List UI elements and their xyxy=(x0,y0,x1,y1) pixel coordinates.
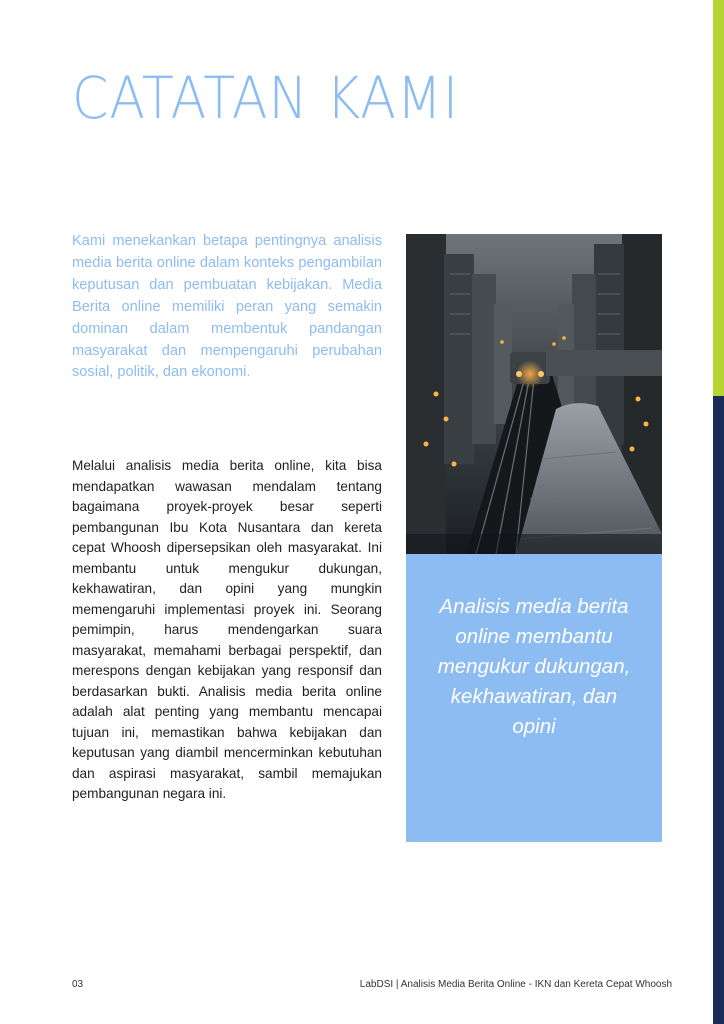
pull-quote-box xyxy=(406,554,662,842)
footer-running-title: LabDSI | Analisis Media Berita Online - IKN dan Kereta Cepat Whoosh xyxy=(359,979,672,990)
train-city-photo xyxy=(406,234,662,554)
pull-quote-text: Analisis media berita online membantu mengukur dukungan, kekhawatiran, dan opini xyxy=(437,595,631,738)
intro-paragraph: Kami menekankan betapa pentingnya analisis media berita online dalam konteks pengambilan keputusan dan pembuatan kebijakan. Media Berita online memiliki peran yang semakin dominan dalam membentuk pandangan masyarakat dan mempengaruhi perubahan sosial, politik, dan ekonomi. xyxy=(72,233,382,381)
page-number: 03 xyxy=(72,979,84,990)
decorative-side-bar-navy xyxy=(713,396,724,1024)
decorative-side-bar-green xyxy=(713,0,724,396)
page-title: CATATAN KAMI xyxy=(72,64,460,132)
body-paragraph: Melalui analisis media berita online, kita bisa mendapatkan wawasan mendalam tentang bagaimana proyek-proyek besar seperti pembangunan Ibu Kota Nusantara dan kereta cepat Whoosh dipersepsikan oleh masyarakat. Ini membantu untuk mengukur dukungan, kekhawatiran, dan opini yang mungkin memengaruhi implementasi proyek ini. Seorang pemimpin, harus mendengarkan suara masyarakat, memahami berbagai perspektif, dan merespons dengan kebijakan yang responsif dan berdasarkan bukti. Analisis media berita online adalah alat penting yang membantu mencapai tujuan ini, memastikan bahwa kebijakan dan keputusan yang diambil mencerminkan kebutuhan dan aspirasi masyarakat, sambil memajukan pembangunan negara ini. xyxy=(72,458,382,801)
